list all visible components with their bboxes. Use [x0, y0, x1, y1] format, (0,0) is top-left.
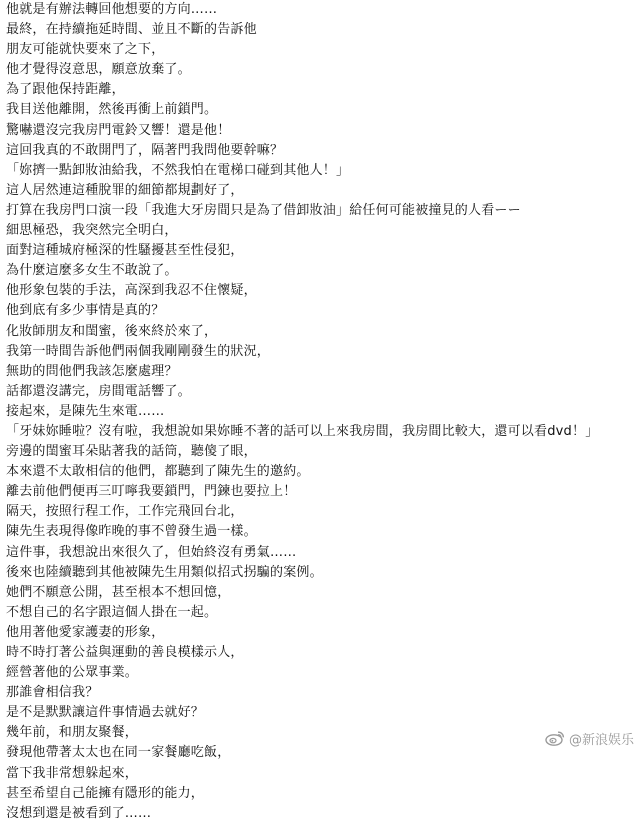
text-line: 沒想到還是被看到了……	[6, 805, 152, 821]
text-line: 不想自己的名字跟這個人掛在一起。	[6, 604, 218, 620]
text-line: 發現他帶著太太也在同一家餐廳吃飯，	[6, 745, 231, 761]
watermark-text: @新浪娱乐	[568, 732, 634, 748]
text-line: 那誰會相信我？	[6, 685, 99, 701]
text-line: 陳先生表現得像昨晚的事不曾發生過一樣。	[6, 524, 257, 540]
text-line: 他到底有多少事情是真的？	[6, 303, 165, 319]
text-line: 這回我真的不敢開門了，隔著門我問他要幹嘛？	[6, 142, 284, 158]
text-line: 無助的問他們我該怎麼處理？	[6, 363, 178, 379]
text-line: 驚嚇還沒完我房門電鈴又響！還是他！	[6, 122, 231, 138]
text-line: 細思極恐，我突然完全明白，	[6, 223, 178, 239]
text-line: 朋友可能就快要來了之下，	[6, 42, 165, 58]
text-line: 我目送他離開，然後再衝上前鎖門。	[6, 102, 218, 118]
text-line: 離去前他們便再三叮嚀我要鎖門，門鍊也要拉上！	[6, 484, 297, 500]
text-line: 他形象包裝的手法，高深到我忍不住懷疑，	[6, 283, 257, 299]
text-line: 「牙妹妳睡啦？沒有啦，我想說如果妳睡不著的話可以上來我房間，我房間比較大，還可以看dvd！」	[6, 423, 599, 439]
text-line: 化妝師朋友和閨蜜，後來終於來了，	[6, 323, 218, 339]
text-line: 甚至希望自己能擁有隱形的能力，	[6, 785, 205, 801]
text-line: 幾年前，和朋友聚餐，	[6, 725, 139, 741]
text-line: 旁邊的閨蜜耳朵貼著我的話筒，聽傻了眼，	[6, 444, 257, 460]
text-line: 經營著他的公眾事業。	[6, 665, 139, 681]
text-line: 隔天，按照行程工作，工作完飛回台北，	[6, 504, 244, 520]
text-line: 時不時打著公益與運動的善良模樣示人，	[6, 645, 244, 660]
text-line: 接起來，是陳先生來電……	[6, 403, 165, 419]
text-line: 本來還不太敢相信的他們，都聽到了陳先生的邀約。	[6, 464, 310, 480]
text-line: 後來也陸續聽到其他被陳先生用類似招式拐騙的案例。	[6, 564, 323, 580]
text-line: 他用著他愛家護妻的形象，	[6, 624, 165, 640]
text-line: 他才覺得沒意思，願意放棄了。	[6, 62, 191, 78]
text-line: 我第一時間告訴他們兩個我剛剛發生的狀況，	[6, 343, 271, 359]
watermark	[545, 727, 634, 749]
text-line: 為什麼這麼多女生不敢說了。	[6, 263, 178, 279]
text-line: 這人居然連這種脫罪的細節都規劃好了，	[6, 182, 244, 198]
text-line: 「妳擠一點卸妝油給我，不然我怕在電梯口碰到其他人！」	[6, 162, 350, 178]
text-line: 話都還沒講完，房間電話響了。	[6, 383, 191, 399]
text-line: 最終，在持續拖延時間、並且不斷的告訴他	[6, 22, 257, 38]
text-line: 這件事，我想說出來很久了，但始終沒有勇氣……	[6, 544, 297, 560]
document-body	[6, 0, 636, 821]
text-line: 是不是默默讓這件事情過去就好？	[6, 705, 205, 721]
text-line: 他就是有辦法轉回他想要的方向……	[6, 2, 218, 17]
text-line: 當下我非常想躲起來，	[6, 765, 139, 781]
weibo-logo-icon	[545, 730, 565, 746]
text-line: 面對這種城府極深的性騷擾甚至性侵犯，	[6, 243, 244, 259]
text-line: 為了跟他保持距離，	[6, 82, 125, 98]
text-line: 她們不願意公開，甚至根本不想回憶，	[6, 584, 231, 600]
text-line: 打算在我房門口演一段「我進大牙房間只是為了借卸妝油」給任何可能被撞見的人看ーー	[6, 202, 521, 218]
